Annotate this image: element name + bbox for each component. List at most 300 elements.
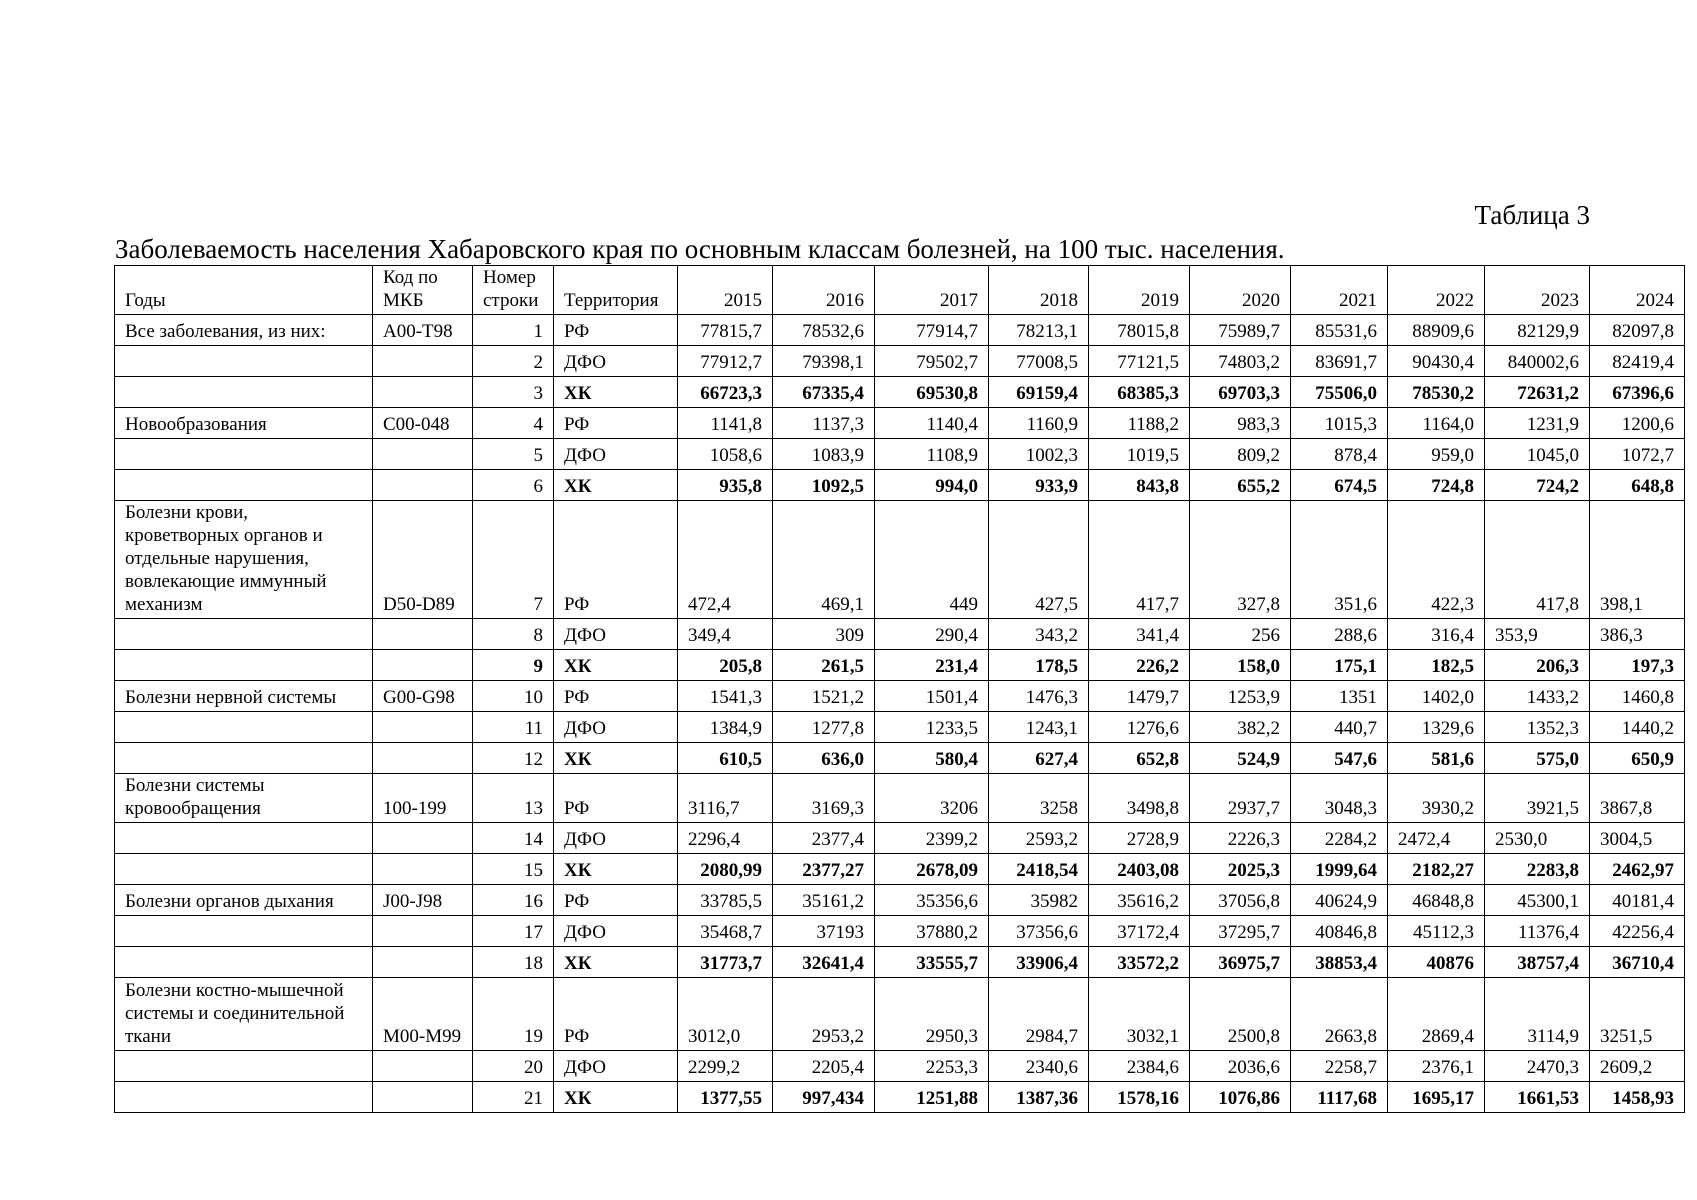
value-cell: 650,9 (1590, 743, 1685, 774)
value-cell: 2937,7 (1190, 774, 1291, 823)
morbidity-table (114, 265, 1685, 1113)
value-cell: 1433,2 (1485, 681, 1590, 712)
icd-code (373, 346, 473, 377)
row-number: 1 (473, 315, 554, 346)
value-cell: 2663,8 (1291, 978, 1388, 1051)
disease-class: Болезни системы кровообращения (115, 774, 373, 823)
header-territory: Территория (554, 266, 678, 315)
icd-code: G00-G98 (373, 681, 473, 712)
row-number: 3 (473, 377, 554, 408)
value-cell: 40876 (1388, 947, 1485, 978)
value-cell: 341,4 (1089, 619, 1190, 650)
icd-code (373, 743, 473, 774)
value-cell: 2530,0 (1485, 823, 1590, 854)
value-cell: 3116,7 (678, 774, 773, 823)
icd-code (373, 854, 473, 885)
value-cell: 575,0 (1485, 743, 1590, 774)
value-cell: 1352,3 (1485, 712, 1590, 743)
disease-class (115, 346, 373, 377)
value-cell: 37356,6 (989, 916, 1089, 947)
value-cell: 1501,4 (875, 681, 989, 712)
value-cell: 2384,6 (1089, 1051, 1190, 1082)
value-cell: 1476,3 (989, 681, 1089, 712)
value-cell: 3867,8 (1590, 774, 1685, 823)
table-row (115, 650, 1685, 681)
row-number: 17 (473, 916, 554, 947)
icd-code: A00-T98 (373, 315, 473, 346)
value-cell: 35356,6 (875, 885, 989, 916)
value-cell: 1402,0 (1388, 681, 1485, 712)
icd-code (373, 712, 473, 743)
value-cell: 36975,7 (1190, 947, 1291, 978)
value-cell: 1276,6 (1089, 712, 1190, 743)
value-cell: 182,5 (1388, 650, 1485, 681)
value-cell: 1578,16 (1089, 1082, 1190, 1113)
row-number: 14 (473, 823, 554, 854)
disease-class (115, 619, 373, 650)
value-cell: 85531,6 (1291, 315, 1388, 346)
value-cell: 1137,3 (773, 408, 875, 439)
value-cell: 2462,97 (1590, 854, 1685, 885)
table-row (115, 681, 1685, 712)
icd-code (373, 470, 473, 501)
value-cell: 1141,8 (678, 408, 773, 439)
value-cell: 2470,3 (1485, 1051, 1590, 1082)
value-cell: 2953,2 (773, 978, 875, 1051)
value-cell: 206,3 (1485, 650, 1590, 681)
value-cell: 3032,1 (1089, 978, 1190, 1051)
value-cell: 175,1 (1291, 650, 1388, 681)
value-cell: 2950,3 (875, 978, 989, 1051)
value-cell: 67396,6 (1590, 377, 1685, 408)
value-cell: 35161,2 (773, 885, 875, 916)
value-cell: 37193 (773, 916, 875, 947)
value-cell: 35468,7 (678, 916, 773, 947)
value-cell: 2500,8 (1190, 978, 1291, 1051)
header-year: 2023 (1485, 266, 1590, 315)
value-cell: 45112,3 (1388, 916, 1485, 947)
value-cell: 38757,4 (1485, 947, 1590, 978)
territory: ХК (554, 1082, 678, 1113)
value-cell: 46848,8 (1388, 885, 1485, 916)
value-cell: 1695,17 (1388, 1082, 1485, 1113)
territory: ХК (554, 377, 678, 408)
territory: ХК (554, 947, 678, 978)
value-cell: 2418,54 (989, 854, 1089, 885)
icd-code: J00-J98 (373, 885, 473, 916)
value-cell: 878,4 (1291, 439, 1388, 470)
value-cell: 1058,6 (678, 439, 773, 470)
value-cell: 353,9 (1485, 619, 1590, 650)
territory: РФ (554, 408, 678, 439)
value-cell: 2340,6 (989, 1051, 1089, 1082)
value-cell: 3930,2 (1388, 774, 1485, 823)
disease-class (115, 712, 373, 743)
table-row (115, 377, 1685, 408)
value-cell: 1377,55 (678, 1082, 773, 1113)
value-cell: 67335,4 (773, 377, 875, 408)
value-cell: 3921,5 (1485, 774, 1590, 823)
value-cell: 3004,5 (1590, 823, 1685, 854)
value-cell: 77815,7 (678, 315, 773, 346)
value-cell: 524,9 (1190, 743, 1291, 774)
territory: РФ (554, 501, 678, 619)
icd-code (373, 947, 473, 978)
table-row (115, 916, 1685, 947)
value-cell: 994,0 (875, 470, 989, 501)
icd-code: M00-M99 (373, 978, 473, 1051)
value-cell: 77914,7 (875, 315, 989, 346)
value-cell: 1243,1 (989, 712, 1089, 743)
value-cell: 68385,3 (1089, 377, 1190, 408)
value-cell: 2609,2 (1590, 1051, 1685, 1082)
value-cell: 440,7 (1291, 712, 1388, 743)
value-cell: 2296,4 (678, 823, 773, 854)
row-number: 16 (473, 885, 554, 916)
value-cell: 1231,9 (1485, 408, 1590, 439)
row-number: 9 (473, 650, 554, 681)
value-cell: 2080,99 (678, 854, 773, 885)
icd-code (373, 650, 473, 681)
value-cell: 2283,8 (1485, 854, 1590, 885)
value-cell: 72631,2 (1485, 377, 1590, 408)
value-cell: 78530,2 (1388, 377, 1485, 408)
row-number: 21 (473, 1082, 554, 1113)
value-cell: 261,5 (773, 650, 875, 681)
value-cell: 37880,2 (875, 916, 989, 947)
disease-class (115, 916, 373, 947)
value-cell: 40624,9 (1291, 885, 1388, 916)
value-cell: 1083,9 (773, 439, 875, 470)
value-cell: 997,434 (773, 1082, 875, 1113)
value-cell: 288,6 (1291, 619, 1388, 650)
value-cell: 2182,27 (1388, 854, 1485, 885)
value-cell: 959,0 (1388, 439, 1485, 470)
value-cell: 33785,5 (678, 885, 773, 916)
value-cell: 35616,2 (1089, 885, 1190, 916)
value-cell: 77121,5 (1089, 346, 1190, 377)
header-year: 2019 (1089, 266, 1190, 315)
icd-code (373, 439, 473, 470)
value-cell: 1002,3 (989, 439, 1089, 470)
value-cell: 1999,64 (1291, 854, 1388, 885)
value-cell: 1233,5 (875, 712, 989, 743)
icd-code (373, 1051, 473, 1082)
value-cell: 42256,4 (1590, 916, 1685, 947)
icd-code: 100-199 (373, 774, 473, 823)
disease-class: Все заболевания, из них: (115, 315, 373, 346)
value-cell: 3206 (875, 774, 989, 823)
value-cell: 627,4 (989, 743, 1089, 774)
territory: РФ (554, 681, 678, 712)
table-row (115, 712, 1685, 743)
row-number: 11 (473, 712, 554, 743)
value-cell: 2728,9 (1089, 823, 1190, 854)
value-cell: 1019,5 (1089, 439, 1190, 470)
value-cell: 79502,7 (875, 346, 989, 377)
value-cell: 1117,68 (1291, 1082, 1388, 1113)
disease-class: Болезни органов дыхания (115, 885, 373, 916)
value-cell: 652,8 (1089, 743, 1190, 774)
table-row (115, 408, 1685, 439)
value-cell: 417,8 (1485, 501, 1590, 619)
value-cell: 2253,3 (875, 1051, 989, 1082)
row-number: 7 (473, 501, 554, 619)
value-cell: 197,3 (1590, 650, 1685, 681)
row-number: 20 (473, 1051, 554, 1082)
header-year: 2015 (678, 266, 773, 315)
table-row (115, 885, 1685, 916)
value-cell: 2593,2 (989, 823, 1089, 854)
territory: ХК (554, 650, 678, 681)
value-cell: 77912,7 (678, 346, 773, 377)
table-number-label: Таблица 3 (1474, 200, 1590, 230)
value-cell: 79398,1 (773, 346, 875, 377)
row-number: 19 (473, 978, 554, 1051)
value-cell: 843,8 (1089, 470, 1190, 501)
disease-class: Болезни нервной системы (115, 681, 373, 712)
disease-class: Болезни крови, кроветворных органов и отдельные нарушения, вовлекающие иммунный механизм (115, 501, 373, 619)
value-cell: 78532,6 (773, 315, 875, 346)
header-year: 2024 (1590, 266, 1685, 315)
row-number: 5 (473, 439, 554, 470)
value-cell: 37056,8 (1190, 885, 1291, 916)
disease-class (115, 947, 373, 978)
value-cell: 33572,2 (1089, 947, 1190, 978)
value-cell: 610,5 (678, 743, 773, 774)
value-cell: 3498,8 (1089, 774, 1190, 823)
territory: РФ (554, 978, 678, 1051)
disease-class (115, 439, 373, 470)
value-cell: 935,8 (678, 470, 773, 501)
value-cell: 2226,3 (1190, 823, 1291, 854)
value-cell: 398,1 (1590, 501, 1685, 619)
territory: ХК (554, 470, 678, 501)
header-years: Годы (115, 266, 373, 315)
value-cell: 809,2 (1190, 439, 1291, 470)
value-cell: 1329,6 (1388, 712, 1485, 743)
header-year: 2022 (1388, 266, 1485, 315)
value-cell: 382,2 (1190, 712, 1291, 743)
value-cell: 1015,3 (1291, 408, 1388, 439)
header-row-number: Номер строки (473, 266, 554, 315)
value-cell: 74803,2 (1190, 346, 1291, 377)
table-row (115, 774, 1685, 823)
value-cell: 3258 (989, 774, 1089, 823)
icd-code (373, 1082, 473, 1113)
value-cell: 290,4 (875, 619, 989, 650)
value-cell: 1140,4 (875, 408, 989, 439)
value-cell: 69703,3 (1190, 377, 1291, 408)
value-cell: 69159,4 (989, 377, 1089, 408)
header-year: 2016 (773, 266, 875, 315)
value-cell: 2678,09 (875, 854, 989, 885)
territory: РФ (554, 774, 678, 823)
value-cell: 1351 (1291, 681, 1388, 712)
header-code: Код по МКБ (373, 266, 473, 315)
table-row (115, 470, 1685, 501)
value-cell: 933,9 (989, 470, 1089, 501)
value-cell: 1440,2 (1590, 712, 1685, 743)
value-cell: 78015,8 (1089, 315, 1190, 346)
value-cell: 724,2 (1485, 470, 1590, 501)
value-cell: 37172,4 (1089, 916, 1190, 947)
value-cell: 2869,4 (1388, 978, 1485, 1051)
value-cell: 31773,7 (678, 947, 773, 978)
row-number: 4 (473, 408, 554, 439)
disease-class (115, 377, 373, 408)
value-cell: 1479,7 (1089, 681, 1190, 712)
disease-class: Болезни костно-мышечной системы и соединительной ткани (115, 978, 373, 1051)
value-cell: 724,8 (1388, 470, 1485, 501)
icd-code: D50-D89 (373, 501, 473, 619)
territory: РФ (554, 315, 678, 346)
value-cell: 1200,6 (1590, 408, 1685, 439)
value-cell: 1387,36 (989, 1082, 1089, 1113)
value-cell: 1108,9 (875, 439, 989, 470)
value-cell: 256 (1190, 619, 1291, 650)
icd-code (373, 823, 473, 854)
value-cell: 66723,3 (678, 377, 773, 408)
value-cell: 40846,8 (1291, 916, 1388, 947)
value-cell: 82097,8 (1590, 315, 1685, 346)
value-cell: 427,5 (989, 501, 1089, 619)
value-cell: 2025,3 (1190, 854, 1291, 885)
value-cell: 88909,6 (1388, 315, 1485, 346)
value-cell: 1045,0 (1485, 439, 1590, 470)
table-title: Заболеваемость населения Хабаровского края по основным классам болезней, на 100 тыс. населения. (115, 234, 1285, 264)
value-cell: 2377,4 (773, 823, 875, 854)
table-row (115, 1051, 1685, 1082)
value-cell: 309 (773, 619, 875, 650)
row-number: 10 (473, 681, 554, 712)
value-cell: 2984,7 (989, 978, 1089, 1051)
value-cell: 75506,0 (1291, 377, 1388, 408)
value-cell: 1460,8 (1590, 681, 1685, 712)
disease-class (115, 650, 373, 681)
value-cell: 82129,9 (1485, 315, 1590, 346)
header-row (115, 266, 1685, 315)
value-cell: 82419,4 (1590, 346, 1685, 377)
table-row (115, 346, 1685, 377)
value-cell: 983,3 (1190, 408, 1291, 439)
territory: ДФО (554, 439, 678, 470)
value-cell: 1253,9 (1190, 681, 1291, 712)
table-row (115, 823, 1685, 854)
value-cell: 2205,4 (773, 1051, 875, 1082)
value-cell: 472,4 (678, 501, 773, 619)
value-cell: 1076,86 (1190, 1082, 1291, 1113)
icd-code (373, 916, 473, 947)
value-cell: 1661,53 (1485, 1082, 1590, 1113)
territory: ДФО (554, 346, 678, 377)
disease-class (115, 743, 373, 774)
value-cell: 2377,27 (773, 854, 875, 885)
value-cell: 3048,3 (1291, 774, 1388, 823)
value-cell: 2299,2 (678, 1051, 773, 1082)
value-cell: 2376,1 (1388, 1051, 1485, 1082)
disease-class (115, 1051, 373, 1082)
value-cell: 2399,2 (875, 823, 989, 854)
value-cell: 1160,9 (989, 408, 1089, 439)
value-cell: 75989,7 (1190, 315, 1291, 346)
row-number: 12 (473, 743, 554, 774)
value-cell: 38853,4 (1291, 947, 1388, 978)
territory: ХК (554, 854, 678, 885)
row-number: 18 (473, 947, 554, 978)
value-cell: 3012,0 (678, 978, 773, 1051)
value-cell: 37295,7 (1190, 916, 1291, 947)
value-cell: 422,3 (1388, 501, 1485, 619)
value-cell: 343,2 (989, 619, 1089, 650)
value-cell: 636,0 (773, 743, 875, 774)
value-cell: 351,6 (1291, 501, 1388, 619)
value-cell: 1092,5 (773, 470, 875, 501)
value-cell: 35982 (989, 885, 1089, 916)
value-cell: 1521,2 (773, 681, 875, 712)
value-cell: 3169,3 (773, 774, 875, 823)
value-cell: 2258,7 (1291, 1051, 1388, 1082)
table-row (115, 978, 1685, 1051)
value-cell: 33906,4 (989, 947, 1089, 978)
value-cell: 1164,0 (1388, 408, 1485, 439)
row-number: 13 (473, 774, 554, 823)
territory: ДФО (554, 823, 678, 854)
value-cell: 386,3 (1590, 619, 1685, 650)
value-cell: 36710,4 (1590, 947, 1685, 978)
disease-class (115, 1082, 373, 1113)
value-cell: 1277,8 (773, 712, 875, 743)
row-number: 8 (473, 619, 554, 650)
value-cell: 3251,5 (1590, 978, 1685, 1051)
territory: РФ (554, 885, 678, 916)
table-row (115, 1082, 1685, 1113)
value-cell: 1188,2 (1089, 408, 1190, 439)
value-cell: 840002,6 (1485, 346, 1590, 377)
value-cell: 33555,7 (875, 947, 989, 978)
value-cell: 3114,9 (1485, 978, 1590, 1051)
value-cell: 547,6 (1291, 743, 1388, 774)
value-cell: 349,4 (678, 619, 773, 650)
row-number: 15 (473, 854, 554, 885)
value-cell: 32641,4 (773, 947, 875, 978)
value-cell: 40181,4 (1590, 885, 1685, 916)
value-cell: 1251,88 (875, 1082, 989, 1113)
value-cell: 178,5 (989, 650, 1089, 681)
value-cell: 69530,8 (875, 377, 989, 408)
value-cell: 327,8 (1190, 501, 1291, 619)
value-cell: 648,8 (1590, 470, 1685, 501)
value-cell: 2036,6 (1190, 1051, 1291, 1082)
value-cell: 231,4 (875, 650, 989, 681)
value-cell: 1384,9 (678, 712, 773, 743)
table-row (115, 501, 1685, 619)
row-number: 6 (473, 470, 554, 501)
table-row (115, 439, 1685, 470)
value-cell: 78213,1 (989, 315, 1089, 346)
value-cell: 581,6 (1388, 743, 1485, 774)
table-row (115, 854, 1685, 885)
header-year: 2017 (875, 266, 989, 315)
disease-class (115, 823, 373, 854)
icd-code (373, 619, 473, 650)
disease-class (115, 470, 373, 501)
value-cell: 2403,08 (1089, 854, 1190, 885)
header-year: 2021 (1291, 266, 1388, 315)
row-number: 2 (473, 346, 554, 377)
icd-code: C00-048 (373, 408, 473, 439)
disease-class: Новообразования (115, 408, 373, 439)
